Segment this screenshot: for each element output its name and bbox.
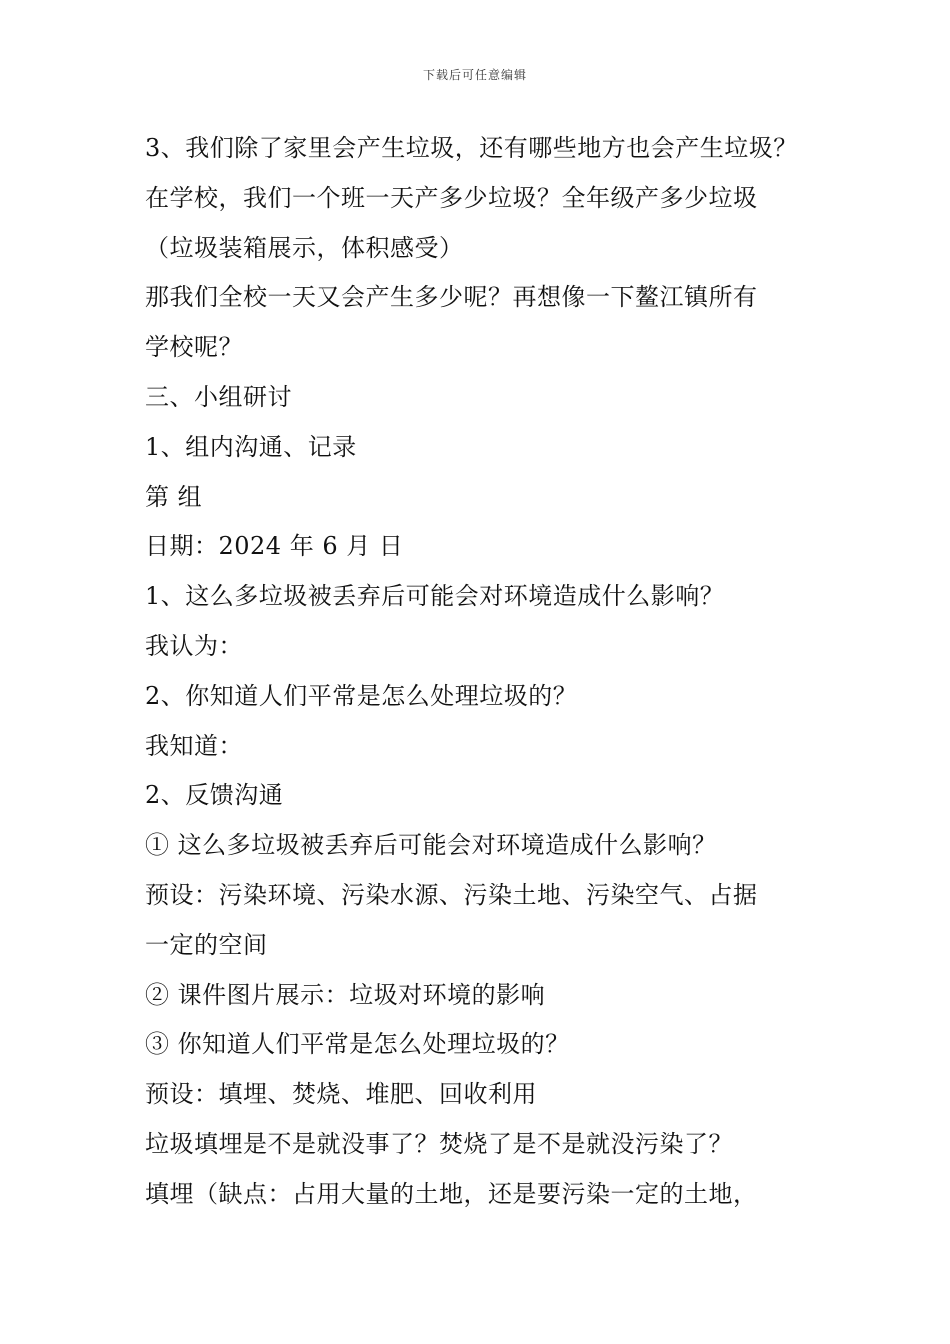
text-line: ① 这么多垃圾被丢弃后可能会对环境造成什么影响？ [145, 831, 717, 860]
text-line: 学校呢？ [145, 333, 243, 362]
text-line: 那我们全校一天又会产生多少呢？再想像一下鳌江镇所有 [145, 283, 758, 312]
text-line: （垃圾装箱展示，体积感受） [145, 233, 464, 262]
text-line: 1、组内沟通、记录 [145, 432, 357, 461]
text-line: 垃圾填埋是不是就没事了？焚烧了是不是就没污染了？ [145, 1129, 733, 1158]
text-line: 在学校，我们一个班一天产多少垃圾？全年级产多少垃圾 [145, 183, 758, 212]
text-line: 一定的空间 [145, 930, 268, 959]
text-line: 2、你知道人们平常是怎么处理垃圾的？ [145, 681, 578, 710]
text-line: ② 课件图片展示：垃圾对环境的影响 [145, 980, 546, 1009]
text-line: 我认为： [145, 631, 243, 660]
text-line: 3、我们除了家里会产生垃圾，还有哪些地方也会产生垃圾？ [145, 134, 798, 162]
date-line: 日期：2024 年 6 月 日 [145, 532, 404, 561]
text-line: 1、这么多垃圾被丢弃后可能会对环境造成什么影响？ [145, 582, 725, 611]
text-line: 预设：污染环境、污染水源、污染土地、污染空气、占据 [145, 880, 758, 909]
text-line: ③ 你知道人们平常是怎么处理垃圾的？ [145, 1030, 570, 1059]
document-body [145, 130, 815, 1226]
text-line: 我知道： [145, 731, 243, 760]
page-header: 下载后可任意编辑 [422, 68, 527, 82]
text-line: 第 组 [145, 482, 203, 511]
section-heading: 三、小组研讨 [145, 382, 292, 411]
text-line: 2、反馈沟通 [145, 781, 284, 810]
text-line: 填埋（缺点：占用大量的土地，还是要污染一定的土地， [145, 1179, 758, 1208]
text-line: 预设：填埋、焚烧、堆肥、回收利用 [145, 1080, 537, 1109]
